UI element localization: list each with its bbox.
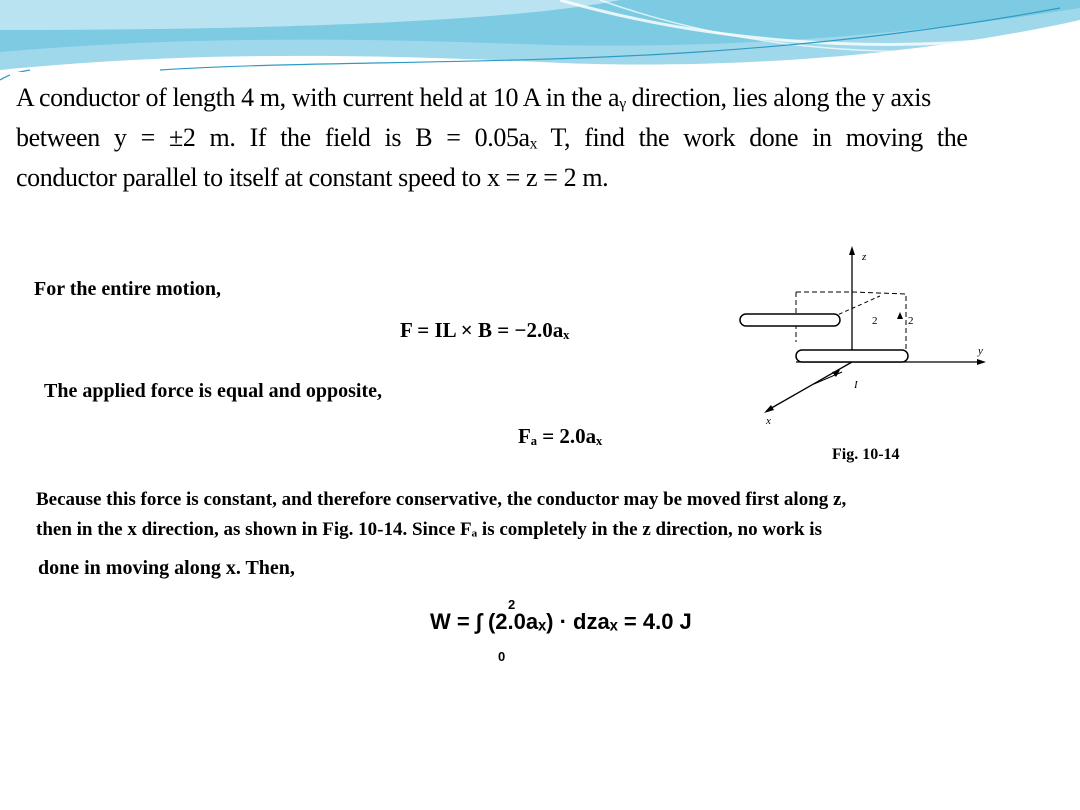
y-axis-label: y <box>978 345 983 357</box>
moved-conductor <box>740 314 840 326</box>
work-integral-expression: W = ∫ (2.0aₓ) · dzaₓ = 4.0 J <box>430 609 692 634</box>
problem-statement <box>10 72 1065 200</box>
then-label: done in moving along x. Then, <box>38 557 295 579</box>
solution-motion-block <box>28 268 620 358</box>
conductor-diagram <box>730 242 992 452</box>
dimension-label-a: 2 <box>872 315 878 327</box>
applied-force-equation: Fₐ = 2.0aₓ <box>518 424 603 448</box>
work-equation <box>430 597 692 664</box>
dimension-label-b: 2 <box>908 315 914 327</box>
problem-line-2: between y = ±2 m. If the field is B = 0.05aₓ T, find the work done in moving the <box>16 123 968 152</box>
x-axis-line <box>768 362 852 410</box>
integral-lower-limit: 0 <box>498 649 506 664</box>
z-axis-arrow <box>849 246 855 255</box>
z-axis-label: z <box>862 251 867 263</box>
because-line-2: then in the x direction, as shown in Fig. 10-14. Since Fₐ is completely in the z direction, no work is <box>36 519 822 540</box>
applied-force-label: The applied force is equal and opposite, <box>44 380 383 402</box>
dimension-arrow-icon <box>897 312 903 319</box>
solution-work-block <box>30 553 740 677</box>
x-axis-label: x <box>766 415 771 427</box>
solution-applied-block <box>36 362 620 462</box>
motion-label: For the entire motion, <box>34 278 222 300</box>
problem-line-3: conductor parallel to itself at constant speed to x = z = 2 m. <box>16 163 609 192</box>
x-axis-arrow <box>764 405 774 413</box>
original-conductor <box>796 350 908 362</box>
solution-because-block <box>30 480 1050 550</box>
because-line-1: Because this force is constant, and therefore conservative, the conductor may be moved first along z, <box>36 489 847 510</box>
figure-10-14 <box>730 242 992 472</box>
integral-upper-limit: 2 <box>508 597 516 612</box>
problem-line-1: A conductor of length 4 m, with current held at 10 A in the aᵧ direction, lies along the y axis <box>16 83 931 112</box>
figure-caption: Fig. 10-14 <box>832 446 900 463</box>
y-axis-arrow <box>977 359 986 365</box>
force-equation: F = IL × B = −2.0aₓ <box>400 318 570 342</box>
current-label: I <box>854 379 858 391</box>
